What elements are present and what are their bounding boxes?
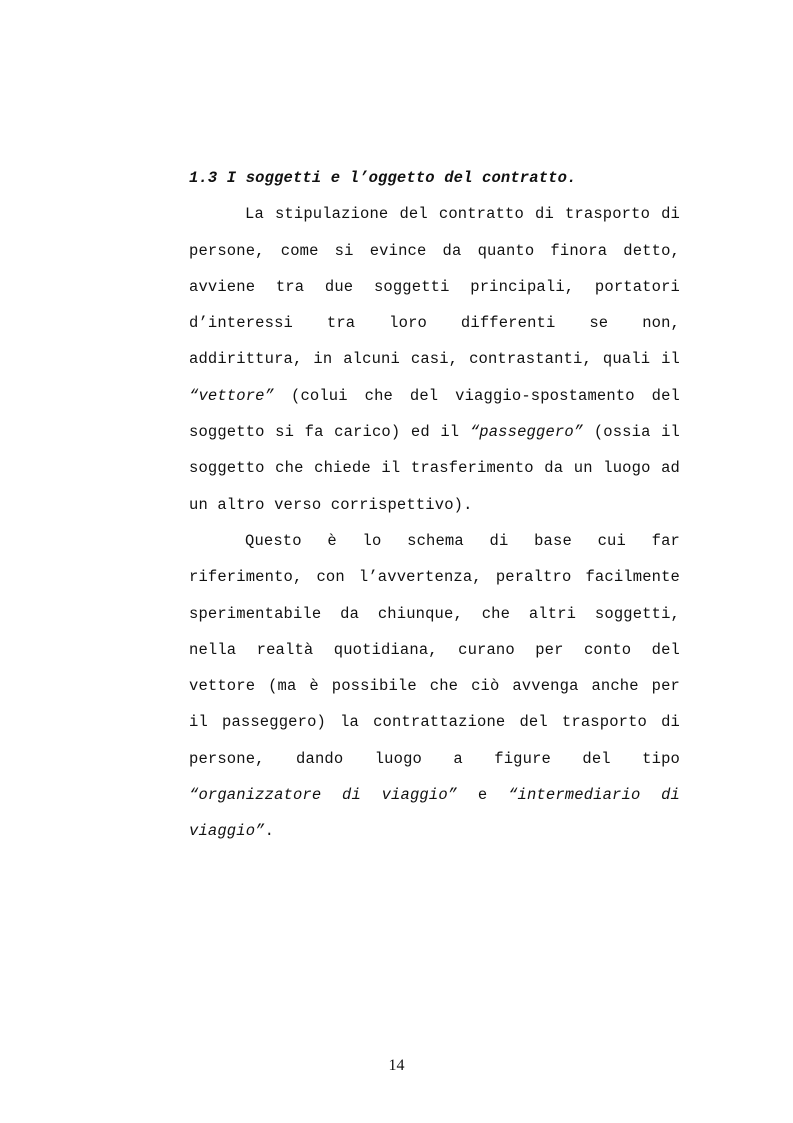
term-vettore: “vettore” [189,386,275,405]
paragraph [189,523,680,850]
paragraph-text: . [264,822,275,841]
term-organizzatore: “organizzatore di viaggio” [189,786,458,805]
paragraph-text: e [457,786,509,805]
paragraph-text: La stipulazione del contratto di trasporto di persone, come si evince da quanto finora detto, avviene tra due soggetti principali, portatori d’interessi tra loro differenti se non, addirittura, in alcuni casi, contrastanti, quali il [189,205,680,369]
page-number: 14 [388,1057,405,1074]
term-intermediario: “intermediario di viaggio” [189,786,680,841]
body-text [189,160,680,850]
paragraph-text: (colui che del viaggio-spostamento del soggetto si fa carico) ed il [189,386,680,442]
paragraph-text: Questo è lo schema di base cui far riferimento, con l’avvertenza, peraltro facilmente sperimentabile da chiunque, che altri soggetti, nella realtà quotidiana, curano per conto del vettore (ma è possibile che ciò avvenga anche per il passeggero) la contrattazione del trasporto di persone, dando luogo a figure del tipo [189,531,680,768]
paragraph [189,196,680,523]
paragraph-text: (ossia il soggetto che chiede il trasferimento da un luogo ad un altro verso corrispettivo). [189,423,681,514]
section-heading: 1.3 I soggetti e l’oggetto del contratto. [189,169,577,187]
term-passeggero: “passeggero” [469,423,584,442]
